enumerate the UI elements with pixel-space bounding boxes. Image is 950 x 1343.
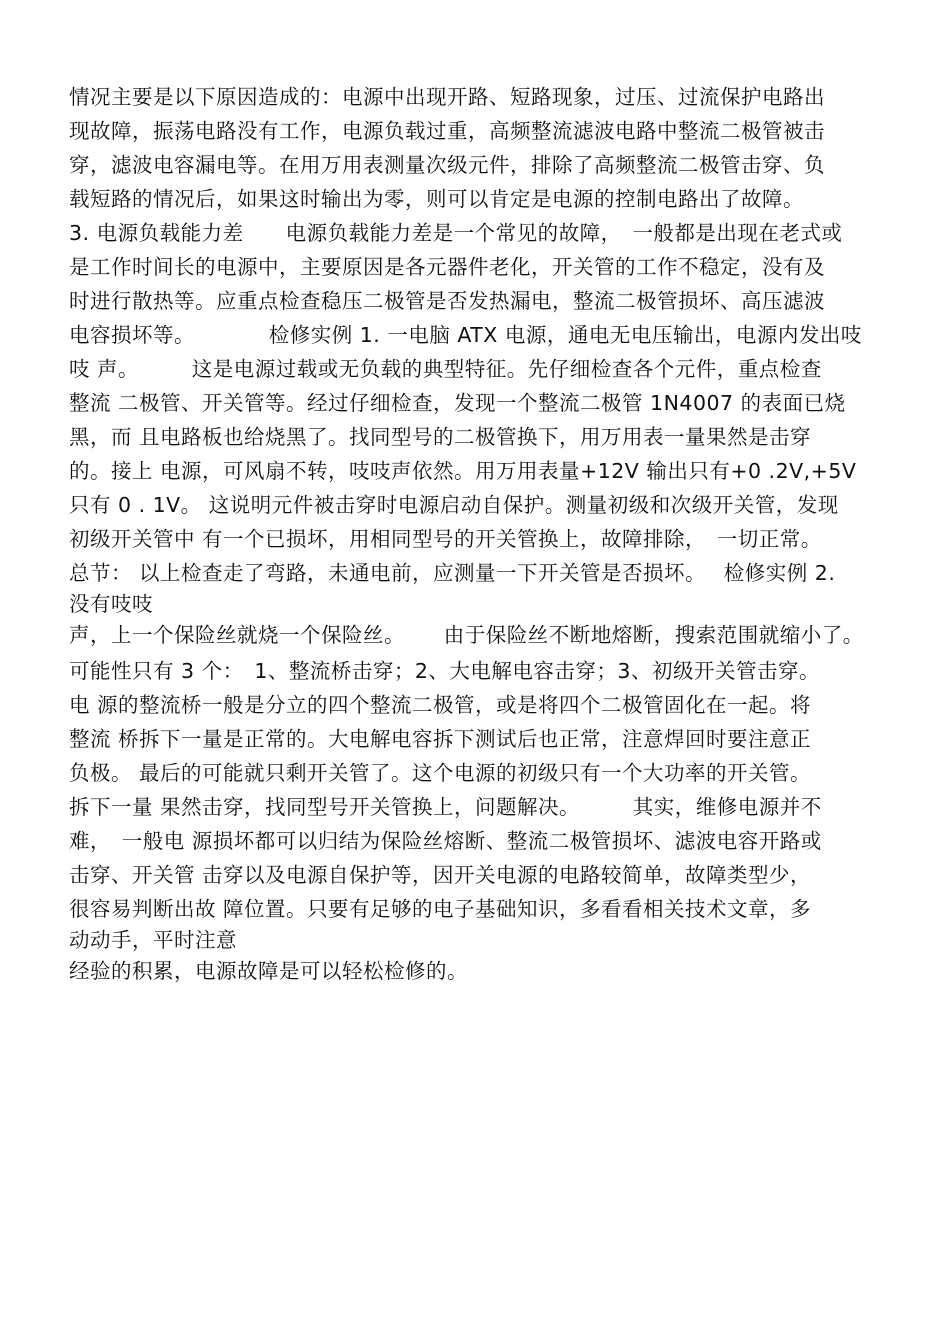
- text-line: 电 源的整流桥一般是分立的四个整流二极管，或是将四个二极管固化在一起。将: [69, 693, 812, 717]
- text-line: 击穿、开关管 击穿以及电源自保护等，因开关电源的电路较简单，故障类型少，: [69, 863, 812, 887]
- text-line: 没有吱吱: [69, 592, 153, 616]
- text-line: 载短路的情况后，如果这时输出为零，则可以肯定是电源的控制电路出了故障。: [69, 187, 804, 211]
- text-line: 电容损坏等。 检修实例 1. 一电脑 ATX 电源，通电无电压输出，电源内发出吱: [69, 323, 862, 347]
- text-line: 情况主要是以下原因造成的：电源中出现开路、短路现象，过压、过流保护电路出: [69, 85, 825, 109]
- text-line: 时进行散热等。应重点检查稳压二极管是否发热漏电，整流二极管损坏、高压滤波: [69, 289, 825, 313]
- text-line: 动动手，平时注意: [69, 928, 237, 952]
- text-line: 负极。 最后的可能就只剩开关管了。这个电源的初级只有一个大功率的开关管。: [69, 761, 812, 785]
- text-line: 难， 一般电 源损坏都可以归结为保险丝熔断、整流二极管损坏、滤波电容开路或: [69, 829, 822, 853]
- text-line: 现故障，振荡电路没有工作，电源负载过重，高频整流滤波电路中整流二极管被击: [69, 119, 825, 143]
- text-line: 很容易判断出故 障位置。只要有足够的电子基础知识，多看看相关技术文章，多: [69, 897, 812, 921]
- text-line: 穿，滤波电容漏电等。在用万用表测量次级元件，排除了高频整流二极管击穿、负: [69, 153, 825, 177]
- text-line: 可能性只有 3 个： 1、整流桥击穿；2、大电解电容击穿；3、初级开关管击穿。: [69, 659, 820, 683]
- text-line: 只有 0 . 1V。 这说明元件被击穿时电源启动自保护。测量初级和次级开关管，发现: [69, 493, 839, 517]
- text-line: 声，上一个保险丝就烧一个保险丝。 由于保险丝不断地熔断，搜索范围就缩小了。: [69, 623, 864, 647]
- text-line: 的。接上 电源，可风扇不转，吱吱声依然。用万用表量+12V 输出只有+0 .2V,+5V: [69, 459, 857, 483]
- text-line: 黑，而 且电路板也给烧黑了。找同型号的二极管换下，用万用表一量果然是击穿: [69, 425, 812, 449]
- text-line: 整流 二极管、开关管等。经过仔细检查，发现一个整流二极管 1N4007 的表面已烧: [69, 391, 846, 415]
- text-line: 整流 桥拆下一量是正常的。大电解电容拆下测试后也正常，注意焊回时要注意正: [69, 727, 812, 751]
- text-line: 拆下一量 果然击穿，找同型号开关管换上，问题解决。 其实，维修电源并不: [69, 795, 822, 819]
- text-line: 吱 声。 这是电源过载或无负载的典型特征。先仔细检查各个元件，重点检查: [69, 357, 822, 381]
- text-line: 3. 电源负载能力差 电源负载能力差是一个常见的故障， 一般都是出现在老式或: [69, 221, 843, 245]
- text-line: 是工作时间长的电源中，主要原因是各元器件老化，开关管的工作不稳定，没有及: [69, 255, 825, 279]
- text-line: 经验的积累，电源故障是可以轻松检修的。: [69, 959, 468, 983]
- text-line: 初级开关管中 有一个已损坏，用相同型号的开关管换上，故障排除， 一切正常。: [69, 527, 822, 551]
- text-line: 总节： 以上检查走了弯路，未通电前，应测量一下开关管是否损坏。 检修实例 2.: [69, 561, 836, 585]
